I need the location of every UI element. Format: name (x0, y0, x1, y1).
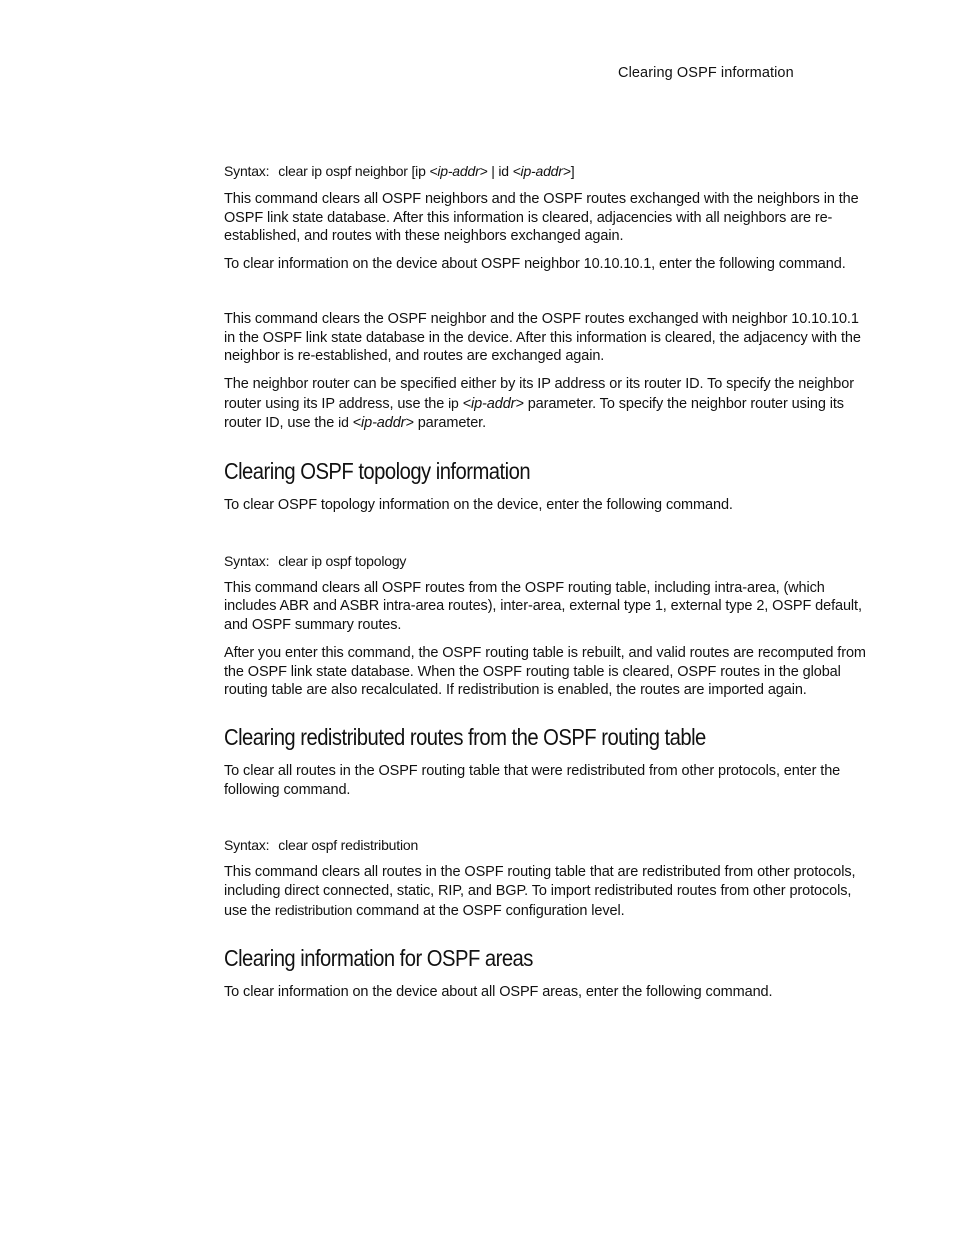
redistributed-intro: To clear all routes in the OSPF routing table that were redistributed from other protocols, enter the following command. (224, 762, 841, 798)
syntax-line-redistribution (224, 836, 870, 855)
neighbor-paragraph-4-text-a: The neighbor router can be specified either by its IP address or its router ID. To specify the neighbor router using its IP address, use the (224, 375, 854, 412)
syntax-label: Syntax: (224, 163, 270, 179)
redistributed-paragraph-1 (224, 863, 870, 920)
syntax-command: clear ospf redistribution (278, 837, 419, 854)
topology-paragraph-1: This command clears all OSPF routes from the OSPF routing table, including intra-area, (which includes ABR and ASBR intra-area routes), inter-area, external type 1, external type 2, OSPF default, and OSPF summary routes. (224, 579, 862, 634)
topology-paragraph-2: After you enter this command, the OSPF routing table is rebuilt, and valid routes are recomputed from the OSPF link state database. When the OSPF routing table is cleared, OSPF routes in the global routing table are also recalculated. If redistribution is enabled, the routes are imported again. (224, 644, 866, 699)
syntax-line-neighbor (224, 162, 870, 181)
param-id-addr: <ip-addr> (352, 415, 414, 432)
running-header-title: Clearing OSPF information (618, 65, 794, 81)
neighbor-paragraph-1: This command clears all OSPF neighbors and the OSPF routes exchanged with the neighbors in the OSPF link state database. After this information is cleared, adjacencies with all neighbors are re-established, and routes with these neighbors exchanged again. (224, 191, 859, 245)
syntax-bracket-close: ] (570, 163, 575, 179)
page-content (224, 162, 870, 1002)
syntax-param-ip-addr: <ip-addr> (429, 163, 488, 179)
neighbor-paragraph-4 (224, 375, 870, 433)
heading-clearing-ospf-areas: Clearing information for OSPF areas (224, 945, 533, 972)
heading-clearing-topology: Clearing OSPF topology information (224, 458, 531, 485)
neighbor-paragraph-4-text-c: parameter. (417, 415, 487, 432)
redistributed-paragraph-1-text-b: command at the OSPF configuration level. (356, 902, 625, 919)
syntax-pipe: | (491, 163, 495, 179)
syntax-keyword-id: id (498, 163, 509, 179)
param-ip-addr: <ip-addr> (462, 395, 524, 412)
syntax-command: clear ip ospf topology (278, 552, 407, 569)
neighbor-paragraph-2: To clear information on the device about OSPF neighbor 10.10.10.1, enter the following command. (224, 256, 846, 273)
areas-intro: To clear information on the device about all OSPF areas, enter the following command. (224, 984, 773, 1001)
syntax-keyword-ip: ip (415, 163, 426, 179)
neighbor-paragraph-3: This command clears the OSPF neighbor and the OSPF routes exchanged with neighbor 10.10.10.1 in the OSPF link state database in the device. After this information is cleared, the adjacency with the neighbor is re-established, and routes are exchanged again. (224, 310, 861, 365)
syntax-param-id-addr: <ip-addr> (512, 163, 571, 179)
heading-clearing-redistributed-routes: Clearing redistributed routes from the OSPF routing table (224, 723, 706, 750)
syntax-label: Syntax: (224, 837, 270, 854)
syntax-label: Syntax: (224, 552, 270, 569)
syntax-line-topology (224, 552, 870, 571)
redistributed-paragraph-1-text-a: This command clears all routes in the OSPF routing table that are redistributed from other protocols, including direct connected, static, RIP, and BGP. To import redistributed routes from other protocols, use the (224, 864, 856, 919)
topology-intro: To clear OSPF topology information on the device, enter the following command. (224, 497, 733, 514)
keyword-redistribution: redistribution (274, 901, 353, 918)
keyword-ip: ip (448, 394, 459, 411)
neighbor-paragraph-4-text-b: parameter. To specify the neighbor router using its router ID, use the (224, 395, 844, 432)
syntax-command: clear ip ospf neighbor (278, 163, 408, 179)
keyword-id: id (338, 414, 349, 431)
syntax-bracket-open: [ (411, 163, 416, 179)
